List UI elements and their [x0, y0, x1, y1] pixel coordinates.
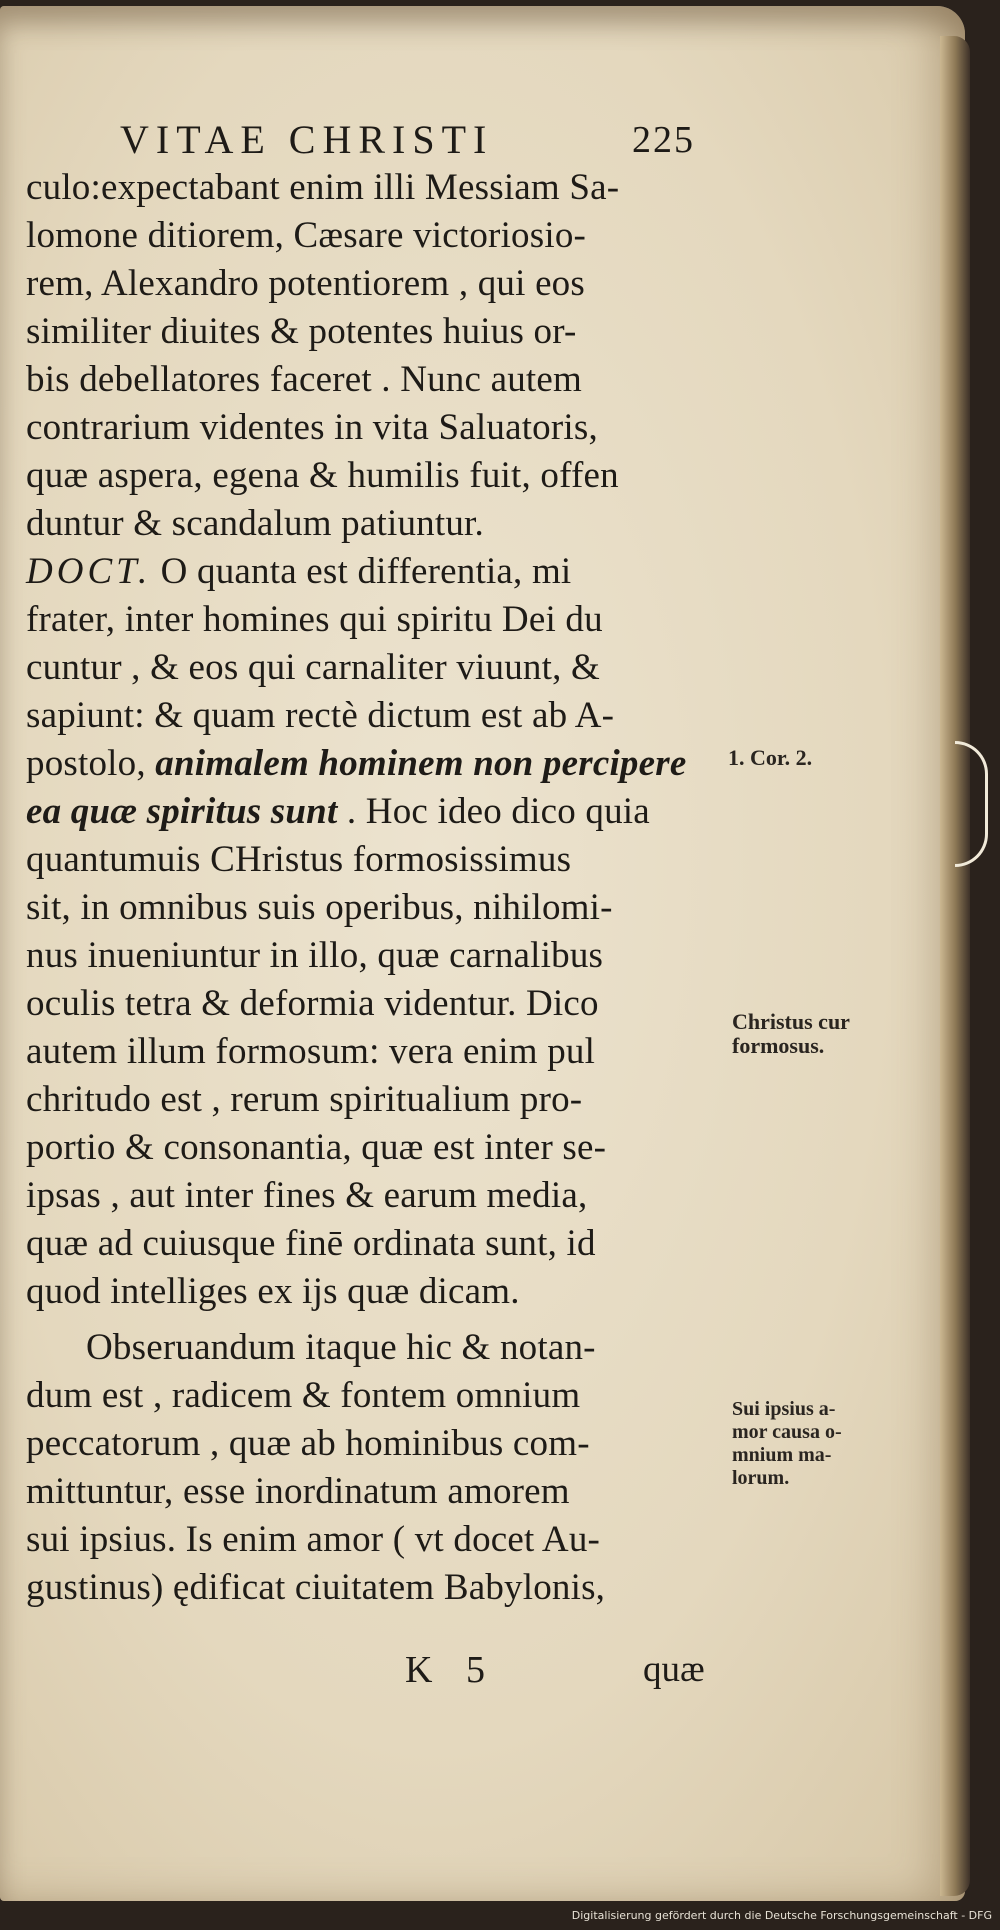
text-line: culo:expectabant enim illi Messiam Sa- — [26, 167, 620, 208]
text-line: quantumuis CHristus formosissimus — [26, 839, 572, 880]
text-line: quæ aspera, egena & humilis fuit, offen — [26, 455, 619, 496]
text-line: frater, inter homines qui spiritu Dei du — [26, 599, 603, 640]
text-line: sapiunt: & quam rectè dictum est ab A- — [26, 695, 615, 736]
text-line: quæ ad cuiusque finē ordinata sunt, id — [26, 1223, 596, 1264]
text-line: portio & consonantia, quæ est inter se- — [26, 1127, 607, 1168]
digitization-credit: Digitalisierung gefördert durch die Deutsche Forschungsgemeinschaft - DFG — [571, 1909, 992, 1922]
text-line: rem, Alexandro potentiorem , qui eos — [26, 263, 585, 304]
text-line: quod intelliges ex ijs quæ dicam. — [26, 1271, 520, 1312]
text-line: sui ipsius. Is enim amor ( vt docet Au- — [26, 1519, 601, 1560]
text-line: cuntur , & eos qui carnaliter viuunt, & — [26, 647, 600, 688]
doct-label: DOCT. — [26, 551, 152, 592]
catchword: quæ — [643, 1649, 705, 1690]
text-line — [26, 788, 716, 836]
signature-mark: K 5 — [405, 1649, 497, 1691]
text-line: gustinus) ędificat ciuitatem Babylonis, — [26, 1567, 606, 1608]
text-line: dum est , radicem & fontem omnium — [26, 1375, 581, 1416]
text-line: Obseruandum itaque hic & notan- — [86, 1327, 596, 1368]
page-tab-mark — [955, 741, 988, 867]
text-line — [26, 740, 716, 788]
text-line: chritudo est , rerum spiritualium pro- — [26, 1079, 583, 1120]
text-line: oculis tetra & deformia videntur. Dico — [26, 983, 599, 1024]
text-line: peccatorum , quæ ab hominibus com- — [26, 1423, 590, 1464]
text-line: duntur & scandalum patiuntur. — [26, 503, 484, 544]
scripture-quote: ea quæ spiritus sunt — [26, 791, 338, 832]
text-line: similiter diuites & potentes huius or- — [26, 311, 577, 352]
text-segment: . Hoc ideo dico quia — [337, 791, 650, 832]
page-edge-shadow — [940, 36, 970, 1896]
margin-note: Sui ipsius a- mor causa o- mnium ma- lorum. — [732, 1398, 842, 1489]
text-line: mittuntur, esse inordinatum amorem — [26, 1471, 570, 1512]
text-segment: O quanta est differentia, mi — [160, 551, 572, 592]
book-page — [0, 6, 965, 1901]
text-line: sit, in omnibus suis operibus, nihilomi- — [26, 887, 613, 928]
text-line: nus inueniuntur in illo, quæ carnalibus — [26, 935, 604, 976]
margin-note: Christus cur formosus. — [732, 1009, 850, 1058]
running-title: VITAE CHRISTI — [120, 117, 494, 162]
text-line: autem illum formosum: vera enim pul — [26, 1031, 596, 1072]
text-line: contrarium videntes in vita Saluatoris, — [26, 407, 598, 448]
scripture-quote: animalem hominem non percipere — [155, 743, 687, 784]
text-line — [26, 548, 716, 596]
text-segment: postolo, — [26, 743, 156, 784]
text-line: lomone ditiorem, Cæsare victoriosio- — [26, 215, 587, 256]
margin-note: 1. Cor. 2. — [728, 745, 813, 770]
text-line: bis debellatores faceret . Nunc autem — [26, 359, 582, 400]
page-number: 225 — [632, 119, 695, 161]
text-line: ipsas , aut inter fines & earum media, — [26, 1175, 588, 1216]
